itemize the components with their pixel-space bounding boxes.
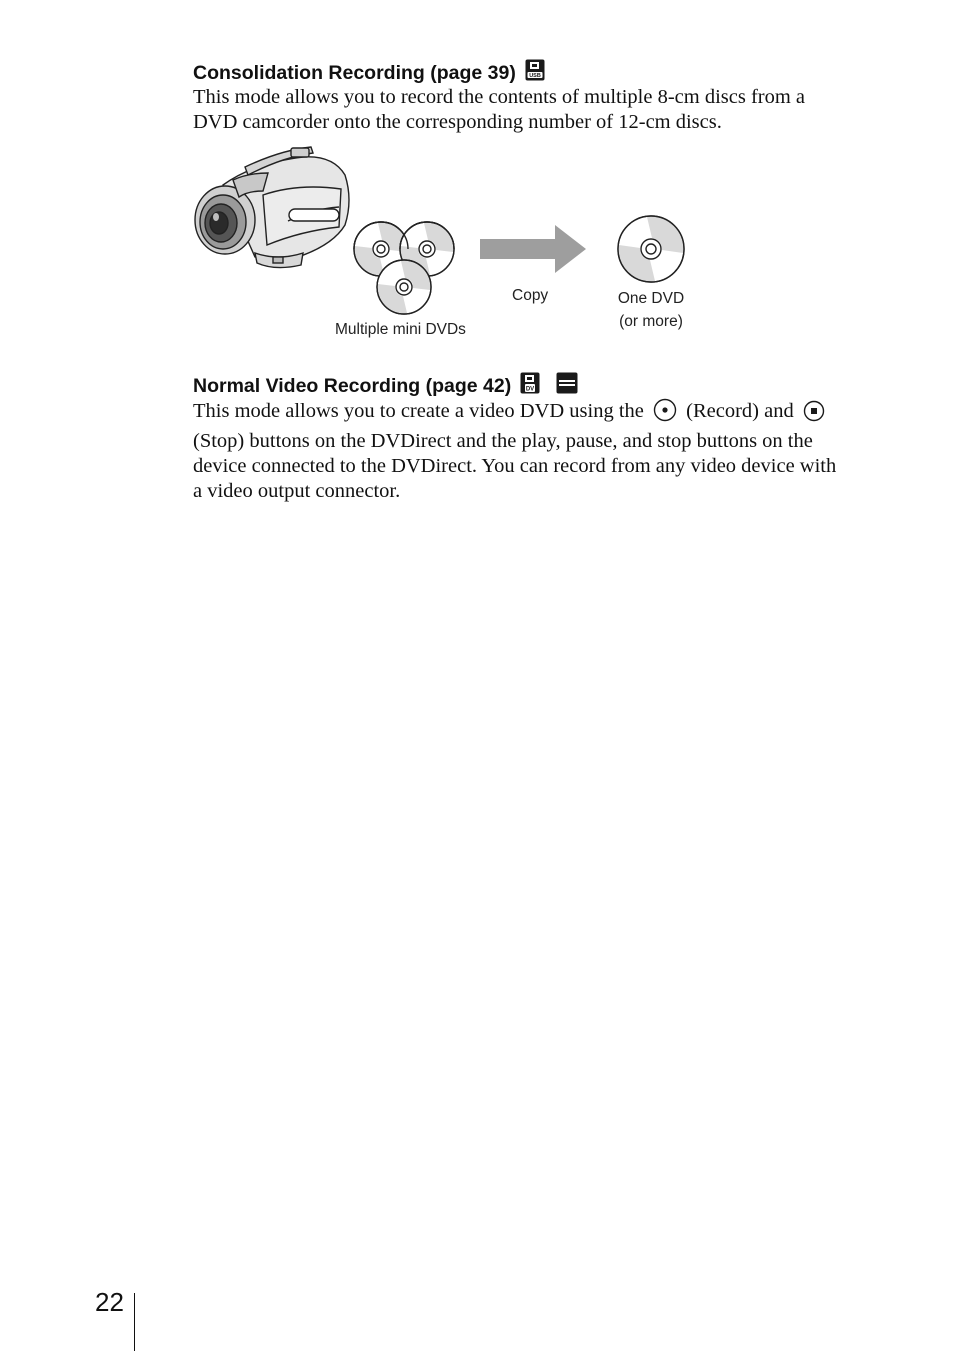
normal-video-heading: [193, 372, 578, 400]
consolidation-description-line: This mode allows you to record the contents of multiple 8-cm discs from a: [193, 86, 806, 108]
camcorder-dv-icon: [520, 372, 540, 400]
record-button-icon: [653, 398, 677, 429]
svg-text:DV: DV: [526, 386, 535, 393]
normal-video-description-line: a video output connector.: [193, 480, 401, 502]
target-label-line: One DVD: [617, 290, 685, 307]
consolidation-heading-text: Consolidation Recording (page 39): [193, 61, 516, 84]
normal-video-description-line: [193, 398, 865, 429]
page-number-rule: [134, 1293, 135, 1351]
camcorder-usb-icon: [525, 59, 545, 87]
video-device-icon: [556, 372, 578, 400]
normal-video-description-line: (Stop) buttons on the DVDirect and the play, pause, and stop buttons on the: [193, 430, 813, 452]
normal-video-heading-text: Normal Video Recording (page 42): [193, 374, 512, 397]
normal-video-line1-mid: (Record) and: [686, 400, 794, 422]
consolidation-heading: [193, 59, 545, 87]
copy-arrow: [480, 225, 586, 273]
target-label: [611, 287, 691, 333]
source-label: Multiple mini DVDs: [335, 321, 466, 338]
page-number: 22: [95, 1287, 124, 1317]
normal-video-line1-text: This mode allows you to create a video DVD using the: [193, 400, 644, 422]
consolidation-description: [193, 85, 865, 135]
dvd-disc: [618, 216, 684, 282]
copy-label: Copy: [512, 287, 549, 304]
camcorder-illustration: [195, 147, 349, 268]
normal-video-description: [193, 398, 865, 504]
consolidation-description-line: DVD camcorder onto the corresponding number of 12-cm discs.: [193, 111, 722, 133]
target-label-line: (or more): [619, 313, 683, 330]
normal-video-description-line: device connected to the DVDirect. You can record from any video device with: [193, 455, 837, 477]
stop-button-icon: [803, 400, 825, 429]
svg-text:USB: USB: [529, 73, 541, 80]
mini-dvd-disc: [377, 260, 431, 314]
